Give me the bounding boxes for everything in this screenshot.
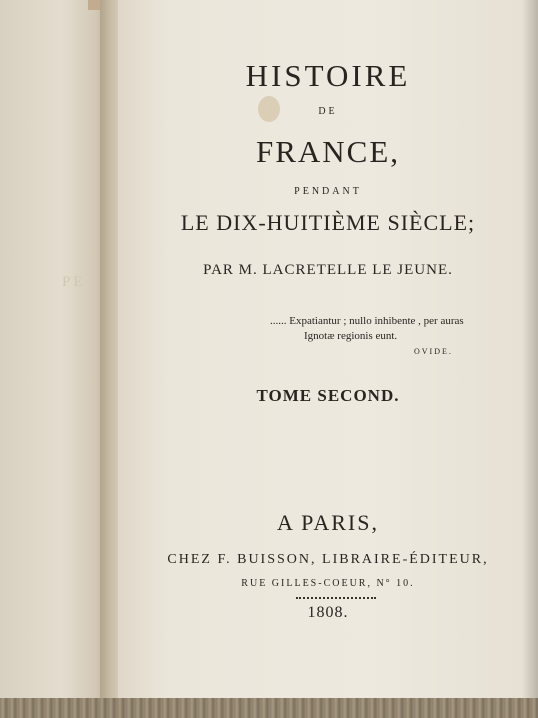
epigraph-line-1: ...... Expatiantur ; nullo inhibente , per auras (270, 315, 464, 327)
author-line: PAR M. LACRETELLE LE JEUNE. (203, 262, 453, 278)
title-page (118, 0, 538, 700)
bleed-through-text: PE (62, 274, 86, 290)
imprint-publisher: CHEZ F. BUISSON, LIBRAIRE-ÉDITEUR, (167, 552, 489, 567)
left-page (0, 0, 112, 700)
title-connector-pendant: PENDANT (294, 186, 362, 197)
book-subtitle: LE DIX-HUITIÈME SIÈCLE; (180, 210, 476, 235)
epigraph-attribution: OVIDE. (414, 347, 453, 356)
epigraph-line-2: Ignotæ regionis eunt. (304, 330, 398, 342)
ornament-rule (296, 597, 376, 603)
book-title: HISTOIRE (245, 58, 411, 93)
page-shadow (522, 0, 538, 700)
volume-label: TOME SECOND. (256, 386, 400, 405)
page-edges (0, 698, 538, 718)
title-connector-de: DE (318, 106, 338, 117)
imprint-address: RUE GILLES-COEUR, N° 10. (241, 578, 415, 589)
book-title-second-line: FRANCE, (255, 134, 401, 169)
imprint-place: A PARIS, (276, 510, 379, 535)
imprint-year: 1808. (307, 604, 349, 621)
